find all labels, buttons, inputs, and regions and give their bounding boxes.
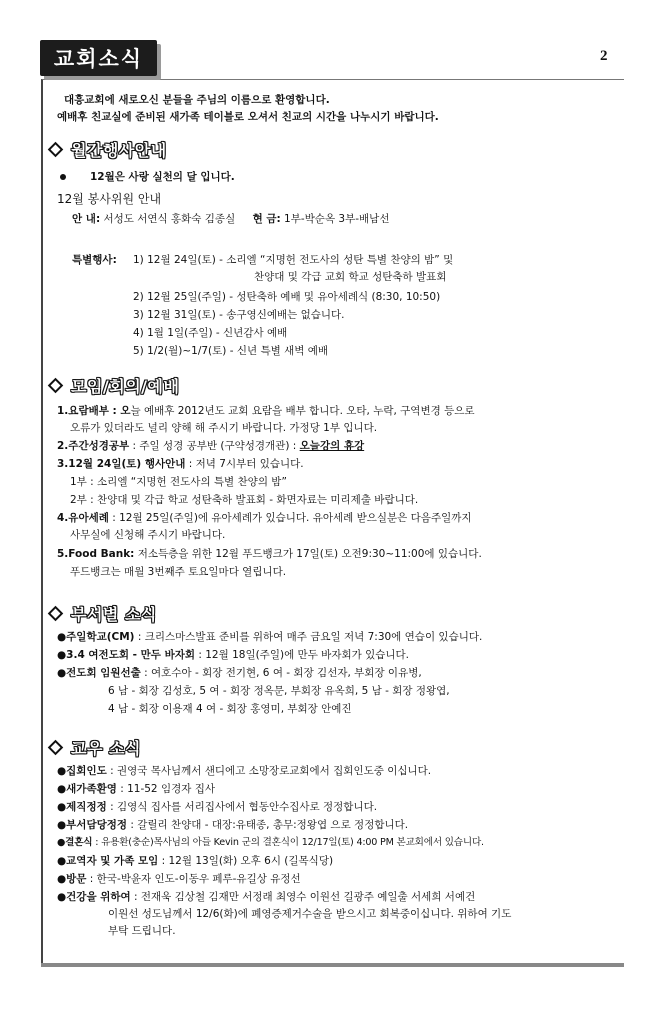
flower-label: 현 금:: [252, 213, 281, 225]
meeting-item-4-cont: 사무실에 신청해 주시기 바랍니다.: [70, 529, 226, 541]
meeting-item-1-label: 1.요람배부 : 오: [57, 405, 131, 417]
dept-item-3: [57, 666, 422, 680]
meeting-item-5: [57, 547, 482, 561]
diamond-icon: [48, 378, 64, 394]
fellow-item-7-label: ●방문: [57, 873, 87, 885]
dept-item-2: [57, 648, 409, 662]
dept-item-3-text: : 여호수아 - 회장 전기현, 6 여 - 회장 김선자, 부회장 이유병,: [140, 667, 422, 679]
fellow-item-5-label: ●결혼식: [57, 837, 93, 848]
page-number: 2: [600, 48, 608, 64]
bottom-rule: [41, 963, 624, 967]
section-fellowship: [50, 736, 141, 759]
meeting-item-3: [57, 457, 304, 471]
meeting-item-2-text: : 주일 성경 공부반 (구약성경개관) :: [129, 440, 300, 452]
fellow-item-8-line-2: 이원선 성도님께서 12/6(화)에 폐영증제거수술을 받으시고 회복중이십니다. 위하여 기도: [108, 908, 512, 920]
section-meetings-title: 모임/회의/예배: [71, 377, 180, 396]
header-banner: [40, 40, 157, 76]
committee-title: 12월 봉사위원 안내: [57, 192, 162, 206]
fellow-item-1-label: ●집회인도: [57, 765, 107, 777]
special-item-5: 5) 1/2(월)~1/7(토) - 신년 특별 새벽 예배: [133, 345, 329, 357]
meeting-item-3-sub-1: 1부 : 소리엘 “지명헌 전도사의 특별 찬양의 밤”: [70, 476, 287, 488]
dept-item-1: [57, 630, 482, 644]
flower-value: 1부-박순옥 3부-배남선: [284, 213, 390, 225]
header-title: 교회소식: [53, 47, 144, 71]
fellow-item-8-line-3: 부탁 드립니다.: [108, 925, 176, 937]
diamond-icon: [48, 606, 64, 622]
fellow-item-2-text: : 11-52 임경자 집사: [116, 783, 216, 795]
bullet-dot-icon: [60, 174, 66, 180]
special-item-2: 2) 12월 25일(주일) - 성탄축하 예배 및 유아세례식 (8:30, 10:50): [133, 291, 441, 303]
fellow-item-2-label: ●새가족환영: [57, 783, 117, 795]
meeting-item-5-cont: 푸드뱅크는 매월 3번째주 토요일마다 열립니다.: [70, 566, 287, 578]
monthly-theme: 12월은 사랑 실천의 달 입니다.: [90, 171, 235, 183]
welcome-line-2: 예배후 친교실에 준비된 새가족 테이블로 오셔서 친교의 시간을 나누시기 바랍니다.: [57, 111, 439, 123]
fellow-item-3-label: ●제직정정: [57, 801, 107, 813]
section-fellowship-title: 교우 소식: [71, 739, 141, 758]
section-monthly-title: 월간행사안내: [71, 141, 167, 160]
special-item-1b: 찬양대 및 각급 교회 학교 성탄축하 발표회: [254, 271, 447, 283]
meeting-item-1: [57, 404, 475, 418]
dept-item-3-line-3: 4 남 - 회장 이용재 4 여 - 회장 홍영미, 부회장 안예진: [108, 703, 352, 715]
meeting-item-5-label: 5.Food Bank:: [57, 548, 135, 560]
fellow-item-5: [57, 836, 484, 850]
meeting-item-1-cont: 오류가 있더라도 널리 양해 해 주시기 바랍니다. 가정당 1부 입니다.: [70, 422, 378, 434]
fellow-item-8-label: ●건강을 위하여: [57, 891, 131, 903]
fellow-item-6-label: ●교역자 및 가족 모임: [57, 855, 159, 867]
dept-item-1-label: ●주일학교(CM): [57, 631, 135, 643]
section-monthly: [50, 138, 167, 161]
fellow-item-1: [57, 764, 431, 778]
fellow-item-1-text: : 권영국 목사님께서 샌디에고 소망장로교회에서 집회인도중 이십니다.: [106, 765, 432, 777]
fellow-item-2: [57, 782, 215, 796]
fellow-item-3-text: : 김영식 집사를 서리집사에서 협동안수집사로 정정합니다.: [106, 801, 378, 813]
section-departments-title: 부서별 소식: [71, 605, 157, 624]
fellow-item-5-text: : 유용환(충순)목사님의 아들 Kevin 군의 결혼식이 12/17일(토) 4:00 PM 본교회에서 있습니다.: [92, 837, 484, 848]
fellow-item-4-text: : 갈릴리 찬양대 - 대장:유태종, 총무:정왕엽 으로 정정합니다.: [127, 819, 409, 831]
fellow-item-7-text: : 한국-박윤자 인도-이동우 페루-유길상 유정선: [86, 873, 301, 885]
meeting-item-2-label: 2.주간성경공부: [57, 440, 130, 452]
dept-item-2-label: ●3.4 여전도회 - 만두 바자회: [57, 649, 196, 661]
section-meetings: [50, 374, 179, 397]
meeting-item-1-text: 늘 예배후 2012년도 교회 요람을 배부 합니다. 오타, 누락, 구역변경 등으로: [130, 405, 475, 417]
special-item-1: 1) 12월 24일(토) - 소리엘 “지명헌 전도사의 성탄 특별 찬양의 밤” 및: [133, 254, 454, 266]
welcome-line-1: 대흥교회에 새로오신 분들을 주님의 이름으로 환영합니다.: [64, 94, 330, 106]
fellow-item-4-label: ●부서담당정정: [57, 819, 128, 831]
meeting-item-3-sub-2: 2부 : 찬양대 및 각급 학교 성탄축하 발표회 - 화면자료는 미리제출 바랍니다.: [70, 494, 419, 506]
diamond-icon: [48, 740, 64, 756]
fellow-item-6-text: : 12월 13일(화) 오후 6시 (길목식당): [158, 855, 334, 867]
fellow-item-3: [57, 800, 377, 814]
meeting-item-5-text: 저소득층을 위한 12월 푸드뱅크가 17일(토) 오전9:30~11:00에 있습니다.: [134, 548, 482, 560]
guide-value: 서성도 서연식 홍화숙 김종실: [103, 213, 236, 225]
dept-item-1-text: : 크리스마스발표 준비를 위하여 매주 금요일 저녁 7:30에 연습이 있습니다.: [134, 631, 483, 643]
meeting-item-3-text: : 저녁 7시부터 있습니다.: [185, 458, 304, 470]
diamond-icon: [48, 142, 64, 158]
fellow-item-7: [57, 872, 301, 886]
special-label: 특별행사:: [72, 254, 117, 266]
meeting-item-4-text: : 12월 25일(주일)에 유아세례가 있습니다. 유아세례 받으실분은 다음주일까지: [108, 512, 472, 524]
special-item-3: 3) 12월 31일(토) - 송구영신예배는 없습니다.: [133, 309, 345, 321]
section-departments: [50, 602, 157, 625]
meeting-item-4: [57, 511, 472, 525]
meeting-item-3-label: 3.12월 24일(토) 행사안내: [57, 458, 186, 470]
committee-guide: [72, 212, 389, 226]
meeting-item-2-tail: 오늘강의 휴강: [299, 440, 365, 452]
special-item-4: 4) 1월 1일(주일) - 신년감사 예배: [133, 327, 288, 339]
fellow-item-8-text: : 전재욱 김상철 김재만 서정래 최영수 이원선 길광주 예일출 서세희 서예건: [130, 891, 476, 903]
meeting-item-2: [57, 439, 364, 453]
fellow-item-8: [57, 890, 475, 904]
fellow-item-6: [57, 854, 333, 868]
fellow-item-4: [57, 818, 408, 832]
dept-item-2-text: : 12월 18일(주일)에 만두 바자회가 있습니다.: [195, 649, 409, 661]
meeting-item-4-label: 4.유아세례: [57, 512, 109, 524]
dept-item-3-line-2: 6 남 - 회장 김성호, 5 여 - 회장 정옥문, 부회장 유옥희, 5 남 - 회장 정왕엽,: [108, 685, 450, 697]
dept-item-3-label: ●전도회 임원선출: [57, 667, 141, 679]
guide-label: 안 내:: [72, 213, 101, 225]
